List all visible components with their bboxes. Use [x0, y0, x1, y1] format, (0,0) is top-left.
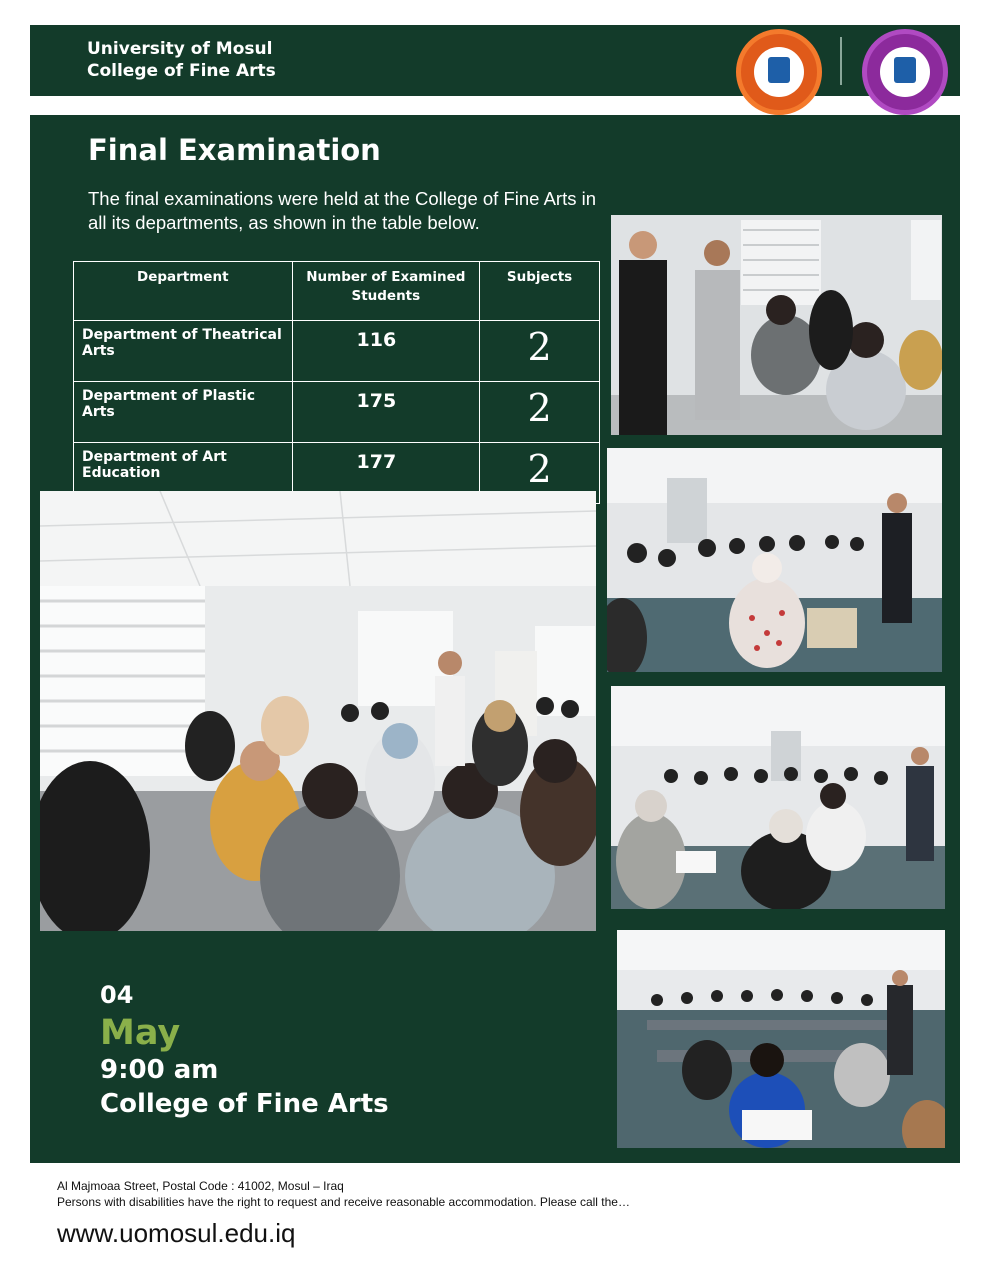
exam-hall-photo-officials [611, 215, 942, 435]
students-cell: 177 [292, 443, 480, 504]
event-month: May [100, 1013, 181, 1053]
table-row [74, 321, 600, 382]
students-cell: 116 [292, 321, 480, 382]
header-names [87, 38, 276, 82]
intro-text: The final examinations were held at the College of Fine Arts in all its departments, as shown in the table below. [88, 188, 597, 233]
table-header-row [74, 262, 600, 321]
exam-hall-photo-rows [611, 686, 945, 909]
exam-hall-photo-back [617, 930, 945, 1148]
event-details [100, 981, 389, 1119]
header-department: Department [74, 262, 293, 321]
footer-note: Persons with disabilities have the right to request and receive reasonable accommodation. Please call the… [57, 1195, 630, 1209]
university-name: University of Mosul [87, 39, 273, 59]
subjects-cell: 2 [480, 443, 600, 504]
subjects-cell: 2 [480, 382, 600, 443]
department-cell: Department of Plastic Arts [74, 382, 293, 443]
university-logo [736, 29, 822, 115]
footer-address: Al Majmoaa Street, Postal Code : 41002, Mosul – Iraq [57, 1179, 344, 1193]
page-title: Final Examination [88, 133, 381, 167]
exam-table [73, 261, 600, 504]
footer [57, 1178, 630, 1249]
college-name: College of Fine Arts [87, 61, 276, 81]
event-place: College of Fine Arts [100, 1089, 389, 1119]
department-cell: Department of Art Education [74, 443, 293, 504]
header-subjects: Subjects [480, 262, 600, 321]
exam-hall-photo-main [40, 491, 596, 931]
exam-hall-photo-wide [607, 448, 942, 672]
table-row [74, 382, 600, 443]
department-cell: Department of Theatrical Arts [74, 321, 293, 382]
event-day: 04 [100, 981, 134, 1009]
subjects-cell: 2 [480, 321, 600, 382]
event-time: 9:00 am [100, 1055, 219, 1085]
header-students: Number of Examined Students [292, 262, 480, 321]
college-logo [862, 29, 948, 115]
logo-divider [840, 37, 842, 85]
header-banner [30, 25, 960, 96]
footer-url[interactable]: www.uomosul.edu.iq [57, 1218, 296, 1248]
main-panel [30, 115, 960, 1163]
students-cell: 175 [292, 382, 480, 443]
